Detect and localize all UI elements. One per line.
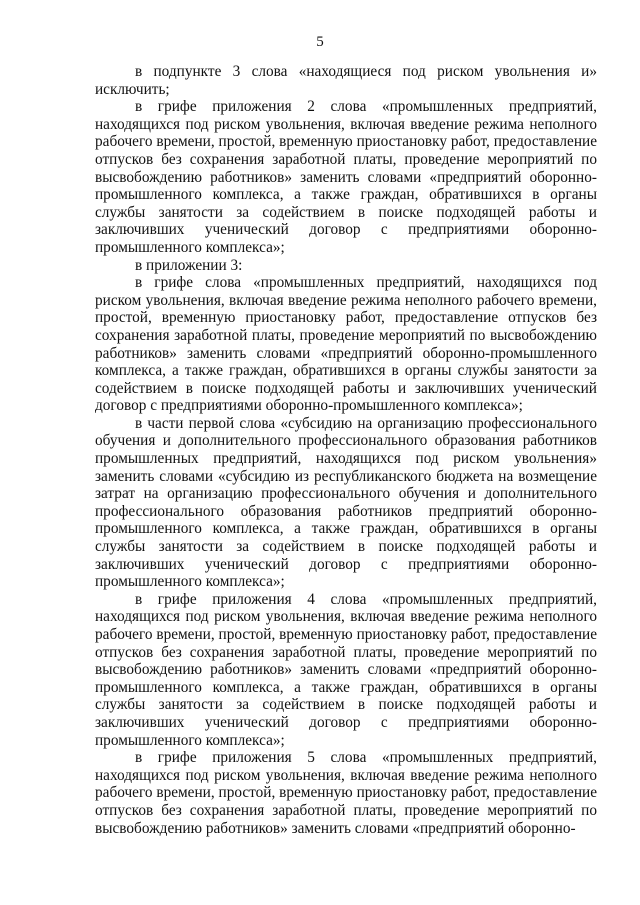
page-number: 5 [316,34,324,50]
paragraph-appendix-2-heading: в грифе приложения 2 слова «промышленных предприятий, находящихся под риском увольнения, включая введение режима неполного рабочего времени, простой, временную приостановку работ, предоставление отпусков без сохранения заработной платы, проведение мероприятий по высвобождению работников» заменить словами «предприятий оборонно-промышленного комплекса, а также граждан, обратившихся в органы службы занятости за содействием в поиске подходящей работы и заключивших ученический договор с предприятиями оборонно-промышленного комплекса»; [95,98,597,256]
document-body [95,63,597,837]
paragraph-appendix-3-intro: в приложении 3: [135,256,243,274]
paragraph-appendix-4-heading: в грифе приложения 4 слова «промышленных предприятий, находящихся под риском увольнения, включая введение режима неполного рабочего времени, простой, временную приостановку работ, предоставление отпусков без сохранения заработной платы, проведение мероприятий по высвобождению работников» заменить словами «предприятий оборонно-промышленного комплекса, а также граждан, обратившихся в органы службы занятости за содействием в поиске подходящей работы и заключивших ученический договор с предприятиями оборонно-промышленного комплекса»; [95,590,597,749]
paragraph-subitem-3: в подпункте 3 слова «находящиеся под риском увольнения и» исключить; [95,63,597,98]
paragraph-appendix-5-heading: в грифе приложения 5 слова «промышленных предприятий, находящихся под риском увольнения, включая введение режима неполного рабочего времени, простой, временную приостановку работ, предоставление отпусков без сохранения заработной платы, проведение мероприятий по высвобождению работников» заменить словами «предприятий оборонно- [95,749,597,837]
paragraph-appendix-3-part-one: в части первой слова «субсидию на организацию профессионального обучения и дополнительного профессионального образования работников промышленных предприятий, находящихся под риском увольнения» заменить словами «субсидию из республиканского бюджета на возмещение затрат на организацию профессионального обучения и дополнительного профессионального образования работников предприятий оборонно-промышленного комплекса, а также граждан, обратившихся в органы службы занятости за содействием в поиске подходящей работы и заключивших ученический договор с предприятиями оборонно-промышленного комплекса»; [95,414,597,591]
paragraph-appendix-3-heading: в грифе слова «промышленных предприятий, находящихся под риском увольнения, включая введение режима неполного рабочего времени, простой, временную приостановку работ, предоставление отпусков без сохранения заработной платы, проведение мероприятий по высвобождению работников» заменить словами «предприятий оборонно-промышленного комплекса, а также граждан, обратившихся в органы службы занятости за содействием в поиске подходящей работы и заключивших ученический договор с предприятиями оборонно-промышленного комплекса»; [95,274,597,415]
